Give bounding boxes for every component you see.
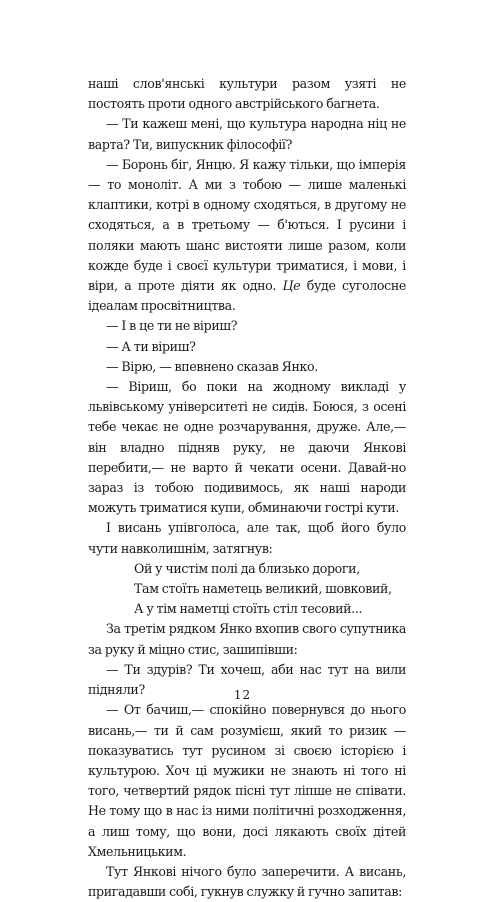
italic-word: Це: [282, 278, 301, 294]
verse-line-3: А у тім наметці стоїть стіл тесовий...: [134, 601, 363, 617]
verse-line-2: Там стоїть наметець великий, шовковий,: [134, 581, 392, 597]
page-number: 12: [233, 688, 252, 702]
paragraph-7: — Віриш, бо поки на жодному викладі у львівському університеті не сидів. Боюся, з осені тебе чекає не одне розчарування, друже. Але,— він владно підняв руку, не даючи Янкові перебити,— не варто й чекати осени. Давай-но зараз із тобою подивимось, як наші народи можуть триматися купи, обминаючи гострі кути.: [88, 379, 406, 516]
paragraph-3: [88, 155, 406, 317]
paragraph-6: — Вірю, — впевнено сказав Янко.: [106, 358, 318, 374]
paragraph-3-text: — Боронь біг, Янцю. Я кажу тільки, що імперія — то моноліт. А ми з тобою — лише маленькі клаптики, котрі в одному сходяться, в другому не сходяться, а в третьому — б'ються. І русини і поляки мають шанс вистояти лише разом, коли кожде буде і своєї культури триматися, і мови, і віри, а проте діяти як одно.: [88, 156, 406, 294]
paragraph-9: За третім рядком Янко вхопив свого супутника за руку й міцно стис, зашипівши:: [88, 621, 406, 657]
paragraph-3-tail: буде суголосне ідеалам просвітництва.: [88, 278, 406, 314]
paragraph-12: Тут Янкові нічого було заперечити. А висань, пригадавши собі, гукнув служку й гучно запитав:: [88, 863, 406, 900]
paragraph-2: — Ти кажеш мені, що культура народна ніц не варта? Ти, випускник філософії?: [88, 116, 406, 152]
song-verse: [88, 559, 406, 620]
paragraph-11: — От бачиш,— спокійно повернувся до нього висань,— ти й сам розумієш, який то ризик — показуватись тут русином зі своєю історією і культурою. Хоч ці мужики не знають ні того ні того, четвертий рядок пісні тут ліпше не співати. Не тому що в нас із ними політичні розходження, а лиш тому, що вони, досі лякають своїх дітей Хмельницьким.: [88, 702, 406, 859]
verse-line-1: Ой у чистім полі да близько дороги,: [134, 560, 360, 576]
paragraph-10: — Ти здурів? Ти хочеш, аби нас тут на вили підняли?: [88, 661, 406, 698]
paragraph-4: — І в це ти не віриш?: [106, 318, 238, 334]
paragraph-1: наші слов'янські культури разом узяті не постоять проти одного австрійського багнета.: [88, 76, 406, 112]
book-page-text: [88, 74, 406, 902]
paragraph-5: — А ти віриш?: [106, 338, 196, 354]
paragraph-8: І висань упівголоса, але так, щоб його було чути навколишнім, затягнув:: [88, 520, 406, 556]
